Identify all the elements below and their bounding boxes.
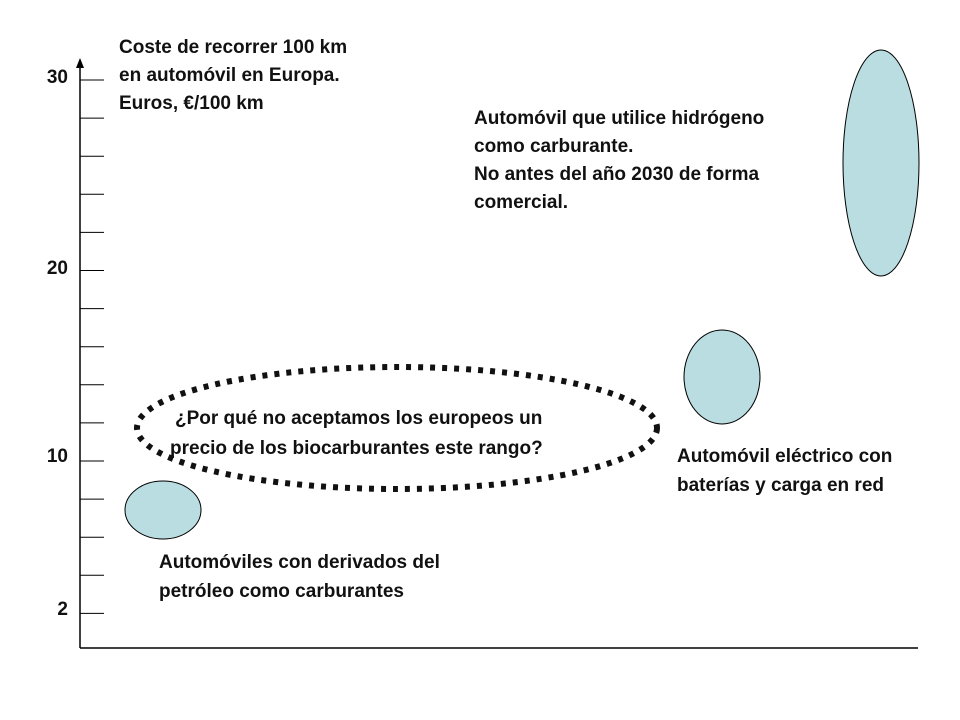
tick-label-20: 20 <box>46 258 68 279</box>
bubble-hidrogeno <box>843 50 919 276</box>
y-axis-ticks <box>80 80 104 613</box>
axis-title <box>119 34 347 118</box>
label-line: ¿Por qué no aceptamos los europeos un <box>175 408 543 429</box>
label-hidrogeno <box>474 105 764 217</box>
label-line: petróleo como carburantes <box>159 581 404 602</box>
label-line: No antes del año 2030 de forma <box>474 164 760 185</box>
y-axis-arrow-icon <box>76 58 84 68</box>
tick-label-10: 10 <box>46 446 68 467</box>
axis-title-line: Coste de recorrer 100 km <box>119 37 348 58</box>
tick-label-30: 30 <box>46 67 68 88</box>
axis-title-line: Euros, €/100 km <box>119 93 264 114</box>
label-line: Automóviles con derivados del <box>159 552 440 573</box>
label-line: baterías y carga en red <box>677 475 884 496</box>
label-biocarburantes <box>170 404 543 464</box>
bubble-petroleo <box>125 481 201 539</box>
bubble-electrico <box>684 330 760 424</box>
label-petroleo <box>159 548 440 606</box>
label-electrico <box>677 442 892 500</box>
label-line: comercial. <box>474 192 568 213</box>
label-line: precio de los biocarburantes este rango? <box>170 438 543 459</box>
label-line: como carburante. <box>474 136 634 157</box>
label-line: Automóvil eléctrico con <box>677 446 893 467</box>
axis-title-line: en automóvil en Europa. <box>119 65 340 86</box>
tick-label-2: 2 <box>57 599 68 620</box>
label-line: Automóvil que utilice hidrógeno <box>474 108 765 129</box>
